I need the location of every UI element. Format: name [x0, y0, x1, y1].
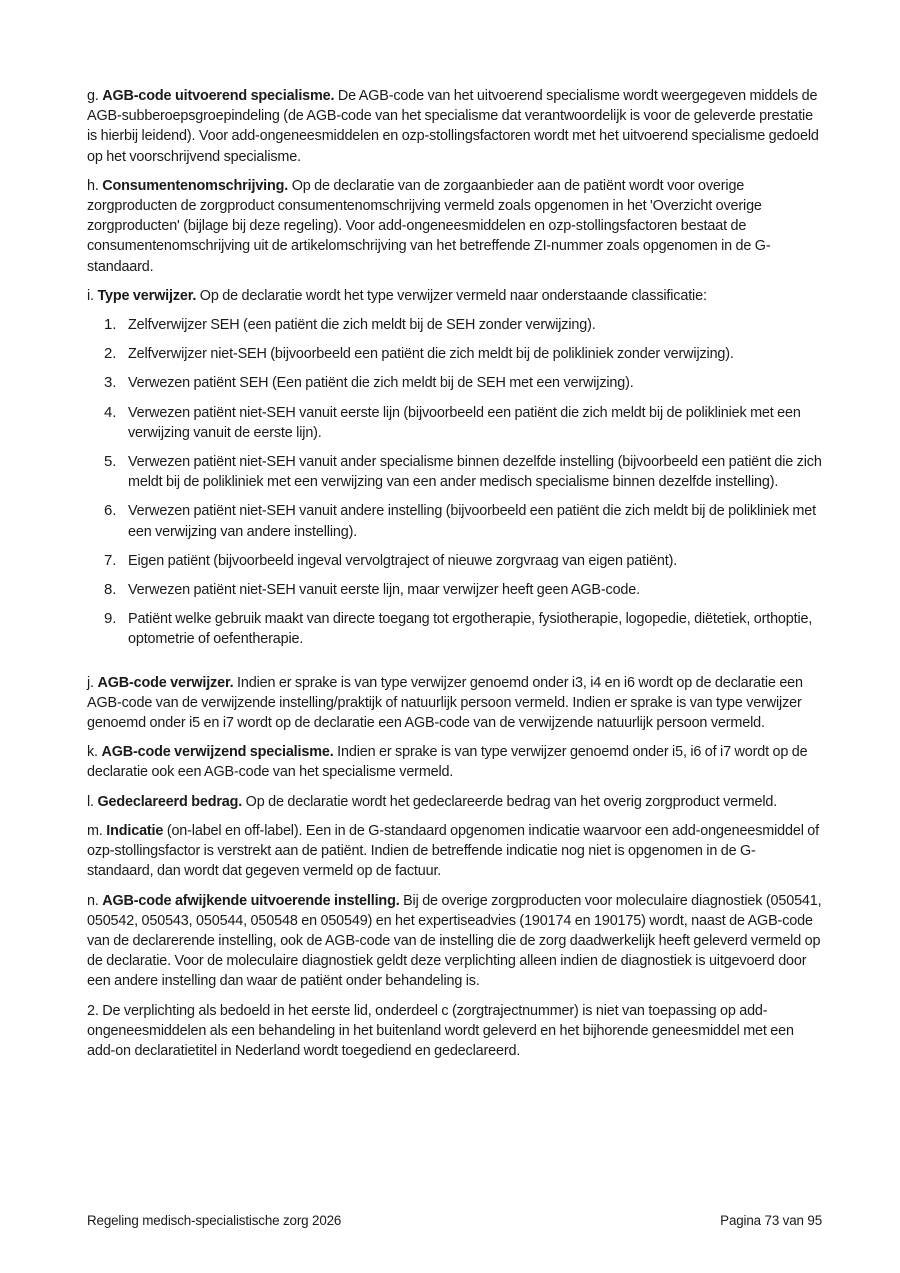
paragraph-j [87, 673, 822, 734]
list-item [87, 373, 822, 393]
list-text: Zelfverwijzer niet-SEH (bijvoorbeeld een patiënt die zich meldt bij de polikliniek zonder verwijzing). [128, 346, 734, 363]
list-number: 3. [104, 374, 117, 392]
footer-document-title: Regeling medisch-specialistische zorg 2026 [87, 1213, 342, 1228]
list-item [87, 609, 822, 649]
page-footer [87, 1213, 822, 1228]
paragraph-heading: AGB-code verwijzer. [97, 674, 234, 691]
list-text: Verwezen patiënt niet-SEH vanuit ander specialisme binnen dezelfde instelling (bijvoorbeeld een patiënt die zich meldt bij de polikliniek met een verwijzing van een ander medisch specialisme binnen dezelfde instelling). [128, 454, 822, 491]
list-number: 2. [104, 345, 117, 363]
list-number: 4. [104, 403, 117, 421]
paragraph-label: l. [87, 793, 98, 810]
paragraph-heading: AGB-code uitvoerend specialisme. [102, 88, 335, 104]
list-item [87, 551, 822, 571]
paragraph-n [87, 891, 822, 992]
paragraph-l [87, 792, 822, 812]
paragraph-label: n. [87, 892, 103, 909]
list-item [87, 315, 822, 335]
paragraph-label: m. [87, 822, 107, 839]
referrer-type-list [87, 315, 822, 650]
paragraph-heading: Gedeclareerd bedrag. [97, 793, 243, 810]
list-number: 7. [104, 551, 117, 569]
paragraph-body: Indien er sprake is van type verwijzer genoemd onder i5, i6 of i7 wordt op de declaratie ook een AGB-code van het specialisme vermeld. [87, 744, 808, 781]
list-number: 5. [104, 453, 117, 471]
paragraph-heading: AGB-code afwijkende uitvoerende instelling. [102, 892, 400, 909]
list-item [87, 344, 822, 364]
list-number: 1. [104, 316, 117, 334]
footer-page-number: Pagina 73 van 95 [720, 1213, 822, 1228]
paragraph-body: (on-label en off-label). Een in de G-standaard opgenomen indicatie waarvoor een add-ongeneesmiddel of ozp-stollingsfactor is verstrekt aan de patiënt. Indien de betreffende indicatie nog niet is opgenomen in de G-standaard, dan wordt dat gegeven vermeld op de factuur. [87, 822, 819, 880]
list-text: Verwezen patiënt niet-SEH vanuit eerste lijn, maar verwijzer heeft geen AGB-code. [128, 582, 640, 599]
paragraph-k [87, 742, 822, 782]
list-item [87, 501, 822, 541]
paragraph-heading: Type verwijzer. [97, 287, 197, 304]
list-text: Verwezen patiënt SEH (Een patiënt die zich meldt bij de SEH met een verwijzing). [128, 375, 634, 392]
paragraph-label: h. [87, 177, 103, 194]
list-number: 6. [104, 502, 117, 520]
list-text: Zelfverwijzer SEH (een patiënt die zich meldt bij de SEH zonder verwijzing). [128, 317, 596, 334]
paragraph-label: i. [87, 287, 98, 304]
paragraph-m [87, 821, 822, 882]
list-text: Patiënt welke gebruik maakt van directe toegang tot ergotherapie, fysiotherapie, logopedie, diëtetiek, orthoptie, optometrie of oefentherapie. [128, 611, 813, 648]
paragraph-label: g. [87, 88, 103, 104]
paragraph-h [87, 176, 822, 277]
paragraph-body: De AGB-code van het uitvoerend specialisme wordt weergegeven middels de AGB-subberoepsgroepindeling (de AGB-code van het specialisme dat verantwoordelijk is voor de geleverde prestatie is hierbij leidend). Voor add-ongeneesmiddelen en ozp-stollingsfactoren wordt met het uitvoerend specialisme gedoeld op het voorschrijvend specialisme. [87, 88, 819, 165]
list-number: 9. [104, 610, 117, 628]
paragraph-body: Indien er sprake is van type verwijzer genoemd onder i3, i4 en i6 wordt op de declaratie een AGB-code van de verwijzende instelling/praktijk of natuurlijk persoon vermeld. Indien er sprake is van type verwijzer genoemd onder i5 en i7 wordt op de declaratie een AGB-code van de verwijzende natuurlijk persoon vermeld. [87, 674, 803, 732]
paragraph-heading: Consumentenomschrijving. [102, 177, 289, 194]
paragraph-g [87, 86, 822, 167]
paragraph-2: 2. De verplichting als bedoeld in het eerste lid, onderdeel c (zorgtrajectnummer) is niet van toepassing op add-ongeneesmiddelen als een behandeling in het buitenland wordt geleverd en het bijhorende geneesmiddel met een add-on declaratietitel in Nederland wordt toegediend en gedeclareerd. [87, 1002, 794, 1059]
paragraph-body: Op de declaratie van de zorgaanbieder aan de patiënt wordt voor overige zorgproducten de zorgproduct consumentenomschrijving vermeld zoals opgenomen in het 'Overzicht overige zorgproducten' (bijlage bij deze regeling). Voor add-ongeneesmiddelen en ozp-stollingsfactoren bestaat de consumentenomschrijving uit de artikelomschrijving van het betreffende ZI-nummer zoals opgenomen in de G-standaard. [87, 177, 771, 275]
list-item [87, 452, 822, 492]
paragraph-i [87, 286, 822, 306]
list-item [87, 580, 822, 600]
paragraph-body: Op de declaratie wordt het gedeclareerde bedrag van het overig zorgproduct vermeld. [242, 793, 778, 810]
list-number: 8. [104, 581, 117, 599]
document-body [87, 86, 822, 1070]
paragraph-body: Bij de overige zorgproducten voor moleculaire diagnostiek (050541, 050542, 050543, 050544, 050548 en 050549) en het expertiseadvies (190174 en 190175) wordt, naast de AGB-code van de declarerende instelling, ook de AGB-code van de instelling die de zorg daadwerkelijk heeft geleverd vermeld op de declaratie. Voor de moleculaire diagnostiek geldt deze verplichting alleen indien de diagnostiek is uitgevoerd door een andere instelling dan waar de patiënt onder behandeling is. [87, 892, 822, 990]
list-text: Verwezen patiënt niet-SEH vanuit eerste lijn (bijvoorbeeld een patiënt die zich meldt bij de polikliniek met een verwijzing vanuit de eerste lijn). [128, 404, 801, 441]
paragraph-label: j. [87, 674, 98, 691]
list-text: Verwezen patiënt niet-SEH vanuit andere instelling (bijvoorbeeld een patiënt die zich meldt bij de polikliniek met een verwijzing van andere instelling). [128, 503, 816, 540]
paragraph-heading: AGB-code verwijzend specialisme. [101, 744, 334, 761]
list-item [87, 403, 822, 443]
list-text: Eigen patiënt (bijvoorbeeld ingeval vervolgtraject of nieuwe zorgvraag van eigen patiënt). [128, 552, 678, 569]
paragraph-heading: Indicatie [106, 822, 164, 839]
paragraph-label: k. [87, 744, 102, 761]
paragraph-body: Op de declaratie wordt het type verwijzer vermeld naar onderstaande classificatie: [196, 287, 707, 304]
